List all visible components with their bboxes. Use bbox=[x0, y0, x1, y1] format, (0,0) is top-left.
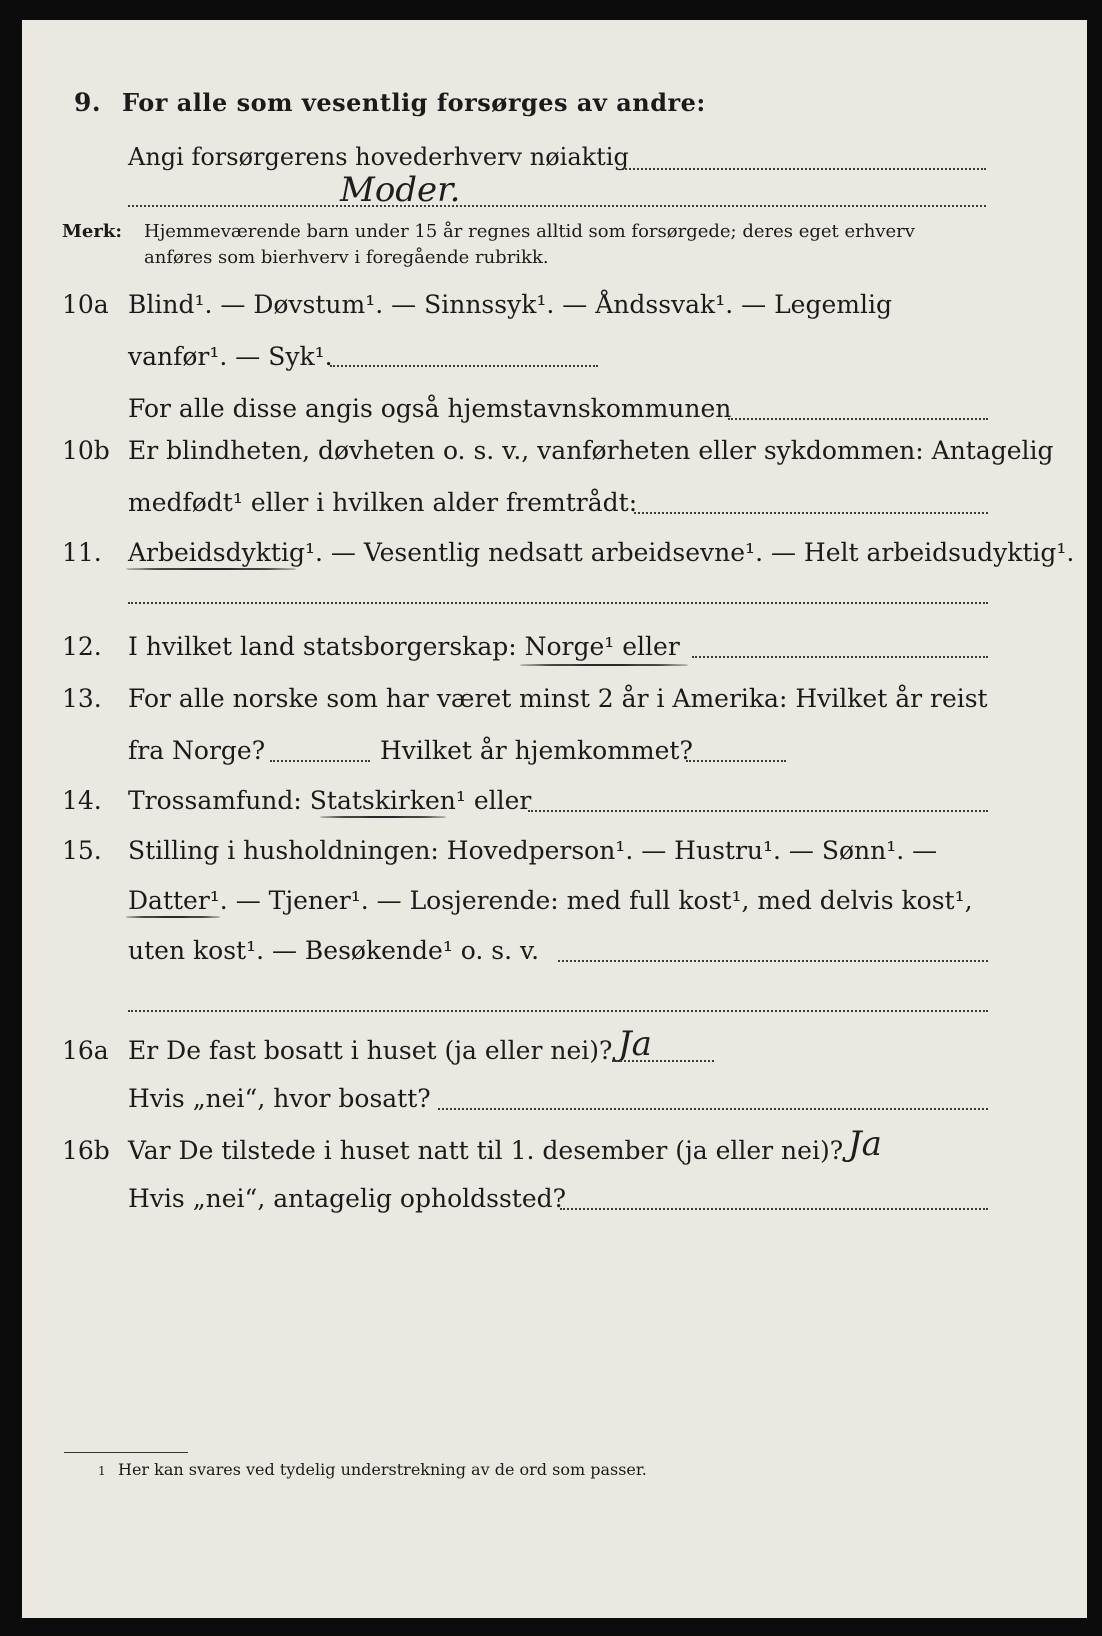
q12-underline-mark bbox=[520, 664, 688, 666]
q9-title: For alle som vesentlig forsørges av andre: bbox=[122, 88, 706, 117]
q15-number: 15. bbox=[62, 836, 102, 865]
q16a-fill-line bbox=[612, 1060, 714, 1062]
footnote-text: Her kan svares ved tydelig understrekning av de ord som passer. bbox=[118, 1460, 647, 1479]
q9-handwritten-answer: Moder. bbox=[340, 170, 461, 210]
q10b-number: 10b bbox=[62, 436, 110, 465]
q14-number: 14. bbox=[62, 786, 102, 815]
q16a-line1: Er De fast bosatt i huset (ja eller nei)? bbox=[128, 1036, 613, 1065]
q10a-line1: Blind¹. — Døvstum¹. — Sinnssyk¹. — Åndssvak¹. — Legemlig bbox=[128, 290, 892, 319]
q11-underline-mark bbox=[126, 568, 296, 570]
q10a-number: 10a bbox=[62, 290, 109, 319]
q16a-line2: Hvis „nei“, hvor bosatt? bbox=[128, 1084, 431, 1113]
q12-line1: I hvilket land statsborgerskap: Norge¹ eller bbox=[128, 632, 680, 661]
q15-fill-line bbox=[558, 960, 988, 962]
q9-line2: Angi forsørgerens hovederhverv nøiaktig bbox=[128, 143, 629, 171]
q10b-line1: Er blindheten, døvheten o. s. v., vanførheten eller sykdommen: Antagelig bbox=[128, 436, 1054, 465]
q13-fill-line bbox=[270, 760, 370, 762]
q15-line1: Stilling i husholdningen: Hovedperson¹. — Hustru¹. — Sønn¹. — bbox=[128, 836, 938, 865]
footnote-mark: 1 bbox=[98, 1464, 106, 1478]
q16a-handwritten-answer: Ja bbox=[618, 1024, 652, 1064]
q13-line2a: fra Norge? bbox=[128, 736, 266, 765]
q14-fill-line bbox=[528, 810, 988, 812]
q11-line1: Arbeidsdyktig¹. — Vesentlig nedsatt arbeidsevne¹. — Helt arbeidsudyktig¹. bbox=[128, 538, 1075, 567]
merk-line2: anføres som bierhverv i foregående rubrikk. bbox=[144, 247, 549, 268]
q13-line2b: Hvilket år hjemkommet? bbox=[380, 736, 693, 765]
q11-fill-line bbox=[128, 602, 988, 604]
merk-line1: Hjemmeværende barn under 15 år regnes alltid som forsørgede; deres eget erhverv bbox=[144, 221, 915, 242]
q10b-line2: medfødt¹ eller i hvilken alder fremtrådt: bbox=[128, 488, 638, 517]
q15-line3: uten kost¹. — Besøkende¹ o. s. v. bbox=[128, 936, 540, 965]
q14-line1: Trossamfund: Statskirken¹ eller bbox=[128, 786, 532, 815]
q13-fill-line-2 bbox=[686, 760, 786, 762]
q13-number: 13. bbox=[62, 684, 102, 713]
q10a-line2: vanfør¹. — Syk¹. bbox=[128, 342, 333, 371]
q16b-number: 16b bbox=[62, 1136, 110, 1165]
q13-line1: For alle norske som har været minst 2 år i Amerika: Hvilket år reist bbox=[128, 684, 988, 713]
q10a-fill-line bbox=[330, 365, 598, 367]
q16a-fill-line-2 bbox=[438, 1108, 988, 1110]
q15-underline-mark bbox=[126, 916, 220, 918]
q10b-fill-line bbox=[634, 512, 988, 514]
q10a-fill-line-2 bbox=[728, 418, 988, 420]
q9-fill-line-2 bbox=[128, 205, 986, 207]
q9-fill-line bbox=[622, 168, 986, 170]
q16b-handwritten-answer: Ja bbox=[848, 1124, 882, 1164]
q15-fill-line-2 bbox=[128, 1010, 988, 1012]
q16b-fill-line bbox=[560, 1208, 988, 1210]
q12-fill-line bbox=[692, 656, 988, 658]
q16b-line1: Var De tilstede i huset natt til 1. desember (ja eller nei)? bbox=[128, 1136, 844, 1165]
q15-line2: Datter¹. — Tjener¹. — Losjerende: med full kost¹, med delvis kost¹, bbox=[128, 886, 973, 915]
footnote-rule bbox=[64, 1452, 188, 1453]
merk-label: Merk: bbox=[62, 221, 122, 242]
q10a-line3: For alle disse angis også hjemstavnskommunen bbox=[128, 394, 732, 423]
q16b-line2: Hvis „nei“, antagelig opholdssted? bbox=[128, 1184, 567, 1213]
q14-underline-mark bbox=[320, 816, 446, 818]
q9-number: 9. bbox=[74, 88, 102, 117]
q11-number: 11. bbox=[62, 538, 102, 567]
q16a-number: 16a bbox=[62, 1036, 109, 1065]
q12-number: 12. bbox=[62, 632, 102, 661]
census-form-page bbox=[22, 20, 1087, 1618]
